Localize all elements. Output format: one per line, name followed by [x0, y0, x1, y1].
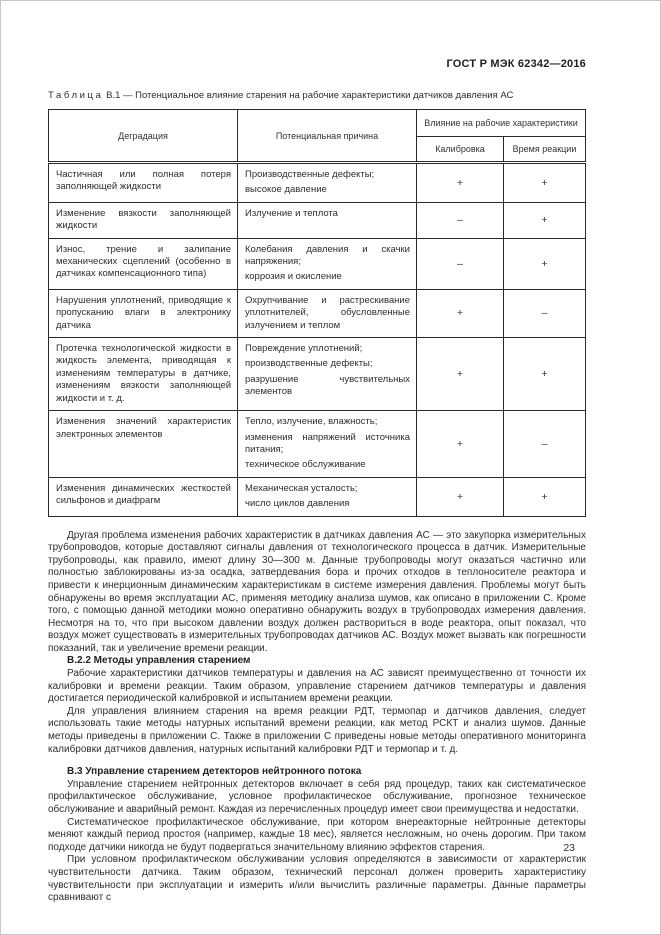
cause-item: Механическая усталость; [245, 482, 358, 494]
response-time-sign: – [504, 289, 586, 337]
cause-cell [238, 411, 417, 478]
cause-item: высокое давление [245, 184, 327, 196]
cause-cell [238, 163, 417, 203]
cause-item: Охрупчивание и растрескивание уплотнителей, обусловленные излучением и теплом [245, 294, 410, 331]
cause-cell [238, 238, 417, 289]
column-header-degradation: Деградация [49, 110, 238, 163]
section-heading: В.3 Управление старением детекторов нейтронного потока [67, 766, 362, 778]
calibration-sign: – [417, 238, 504, 289]
response-time-sign: – [504, 411, 586, 478]
cause-item: производственные дефекты; [245, 358, 373, 370]
table-caption-label: Таблица [48, 90, 104, 101]
table-row [49, 338, 586, 411]
table-row [49, 238, 586, 289]
calibration-sign: – [417, 202, 504, 238]
degradation-cell: Протечка технологической жидкости в жидкость элемента, приводящая к изменениям температуры в датчике, изменениям вязкости заполняющей жидкости и т. д. [49, 338, 238, 411]
document-header-title: ГОСТ Р МЭК 62342—2016 [446, 58, 586, 70]
degradation-cell: Частичная или полная потеря заполняющей жидкости [49, 163, 238, 203]
response-time-sign: + [504, 338, 586, 411]
aging-effects-table [48, 109, 586, 517]
calibration-sign: + [417, 338, 504, 411]
cause-item: разрушение чувствительных элементов [245, 373, 410, 398]
table-row [49, 411, 586, 478]
response-time-sign: + [504, 477, 586, 516]
table-row [49, 289, 586, 337]
table-caption-text: В.1 — Потенциальное влияние старения на рабочие характеристики датчиков давления АС [106, 90, 514, 101]
response-time-sign: + [504, 238, 586, 289]
section-heading: В.2.2 Методы управления старением [67, 655, 251, 667]
cause-item: Повреждение уплотнений; [245, 343, 363, 355]
cause-item: Колебания давления и скачки напряжения; [245, 243, 410, 268]
cause-item: Излучение и теплота [245, 207, 338, 219]
cause-item: Тепло, излучение, влажность; [245, 416, 378, 428]
calibration-sign: + [417, 477, 504, 516]
degradation-cell: Изменения динамических жесткостей сильфонов и диафрагм [49, 477, 238, 516]
column-header-calibration: Калибровка [417, 137, 504, 163]
response-time-sign: + [504, 163, 586, 203]
paragraph: Другая проблема изменения рабочих характеристик в датчиках давления АС — это закупорка измерительных трубопроводов, которые доставляют сигналы давления от технологического процесса в датчик. Измерительные трубопроводы, как правило, имеют длину 30—300 м. Данные трубопроводы могут оказаться частично или полностью заблокированы из-за осадка, затвердевания бора и прочих отходов в теплоносителе реактора и привести к инерционным динамическим характеристикам в системе измерения давления. Проблемы могут быть обнаружены во время эксплуатации АС, применяя методику анализа шумов, как описано в приложении С. Кроме того, с помощью данной методики можно оперативно обнаружить воздух в трубопроводах измерения давления. Несмотря на то, что при высоком давлении воздух должен раствориться в воде реактора, опыт показал, что воздух может существовать в измерительных трубопроводах датчиков АС. Воздух может вызвать как погрешности показаний, так и увеличение времени реакции. [48, 529, 586, 654]
degradation-cell: Изменения значений характеристик электронных элементов [49, 411, 238, 478]
calibration-sign: + [417, 289, 504, 337]
table-row [49, 477, 586, 516]
degradation-cell: Нарушения уплотнений, приводящие к пропусканию влаги в электронику датчика [49, 289, 238, 337]
paragraph: Систематическое профилактическое обслуживание, при котором внереакторные нейтронные детекторы меняют каждый период простоя (например, каждые 18 мес), является несложным, но очень дорогим. При таком подходе датчики никогда не будут подвергаться значительному влиянию эффектов старения. [48, 816, 586, 853]
table-caption [48, 90, 586, 101]
cause-cell [238, 477, 417, 516]
paragraph: Управление старением нейтронных детекторов включает в себя ряд процедур, таких как систематическое профилактическое обслуживание, условное профилактическое обслуживание, прогнозное техническое обслуживание и аварийный ремонт. Каждая из перечисленных процедур имеет свои преимущества и недостатки. [48, 778, 586, 815]
cause-cell [238, 202, 417, 238]
table-row [49, 202, 586, 238]
page-content [48, 1, 586, 905]
cause-item: коррозия и окисление [245, 271, 342, 283]
column-header-cause: Потенциальная причина [238, 110, 417, 163]
paragraph: Для управления влиянием старения на время реакции РДТ, термопар и датчиков давления, следует использовать такие методы натурных испытаний времени реакции, как метод РСКТ и анализ шумов. Данные методы приведены в приложении С. Также в приложении С приведены новые методы оперативного мониторинга калибровки датчиков давления, натурных испытаний калибровки РДТ и термопар и т. д. [48, 705, 586, 755]
cause-item: изменения напряжений источника питания; [245, 431, 410, 455]
paragraph: Рабочие характеристики датчиков температуры и давления на АС зависят преимущественно от точности их калибровки и времени реакции. Таким образом, управление старением датчиков температуры и давления достигается периодической калибровкой и испытанием времени реакции. [48, 668, 586, 705]
paragraph: При условном профилактическом обслуживании условия определяются в зависимости от характеристик чувствительности датчика. Таким образом, технический персонал должен проверить характеристику чувствительности при эксплуатации и измерить и/или вычислить различные параметры. Данные параметры сравнивают с [48, 854, 586, 904]
cause-item: Производственные дефекты; [245, 169, 375, 180]
table-header [49, 110, 586, 163]
calibration-sign: + [417, 411, 504, 478]
table-row [49, 163, 586, 203]
response-time-sign: + [504, 202, 586, 238]
cause-item: число циклов давления [245, 498, 350, 510]
calibration-sign: + [417, 163, 504, 203]
cause-cell [238, 338, 417, 411]
page-number: 23 [563, 842, 575, 854]
table-body [49, 163, 586, 517]
cause-cell [238, 289, 417, 337]
column-header-response-time: Время реакции [504, 137, 586, 163]
column-header-influence: Влияние на рабочие характеристики [417, 110, 586, 137]
degradation-cell: Изменение вязкости заполняющей жидкости [49, 202, 238, 238]
degradation-cell: Износ, трение и залипание механических сцеплений (особенно в датчиках компенсационного типа) [49, 238, 238, 289]
cause-item: техническое обслуживание [245, 459, 366, 471]
